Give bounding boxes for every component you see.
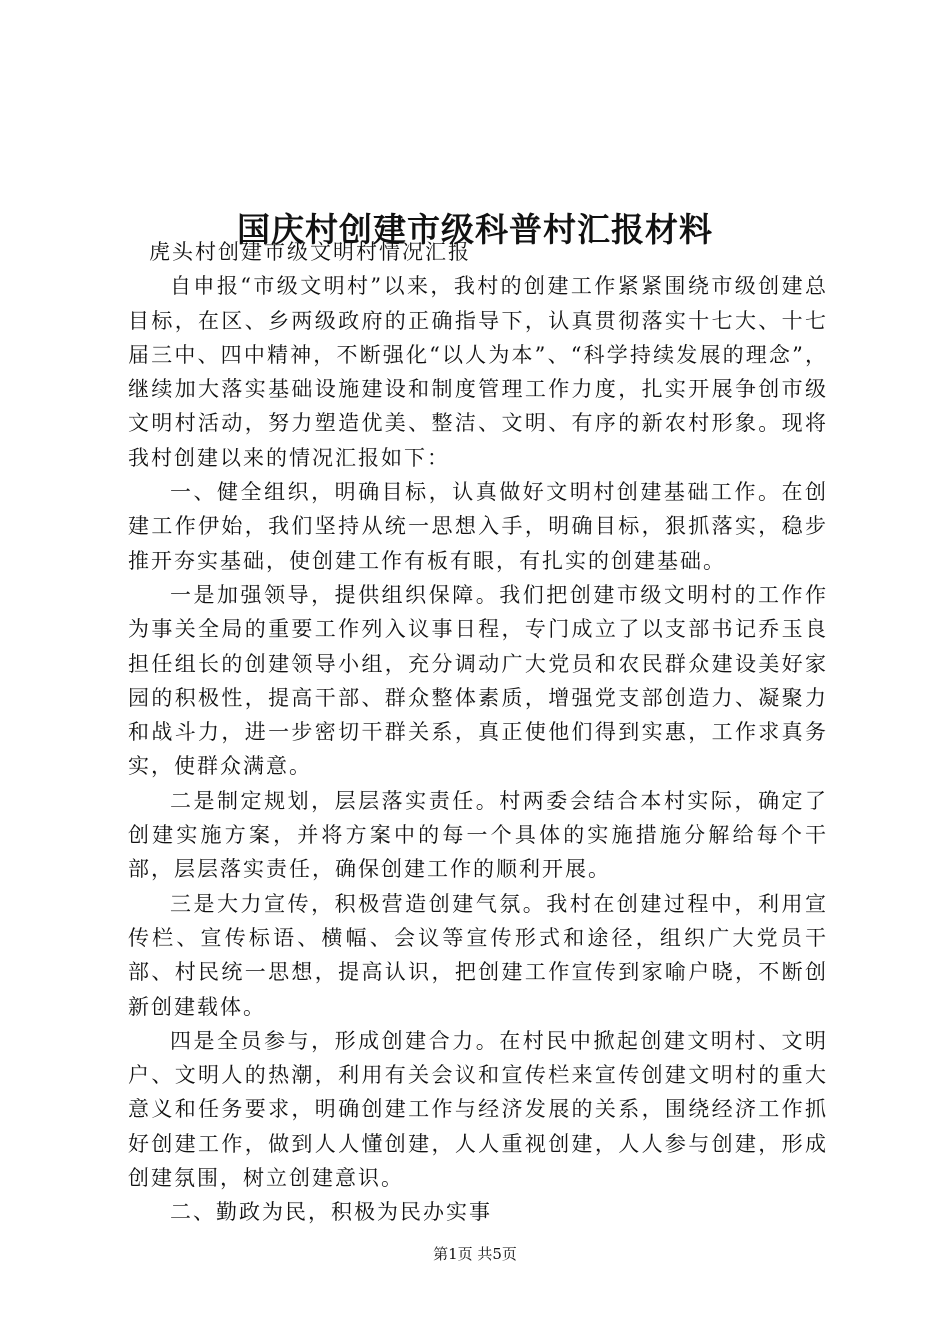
document-subtitle: 虎头村创建市级文明村情况汇报 [149, 240, 471, 264]
paragraph-planning: 二是制定规划，层层落实责任。村两委会结合本村实际，确定了创建实施方案，并将方案中的每一个具体的实施措施分解给每个干部，层层落实责任，确保创建工作的顺利开展。 [128, 788, 828, 882]
document-body [128, 235, 828, 1230]
paragraph-section-one: 一、健全组织，明确目标，认真做好文明村创建基础工作。在创建工作伊始，我们坚持从统一思想入手，明确目标，狠抓落实，稳步推开夯实基础，使创建工作有板有眼，有扎实的创建基础。 [128, 480, 828, 573]
document-title: 国庆村创建市级科普村汇报材料 [237, 210, 713, 250]
paragraph-intro: 自申报“市级文明村”以来，我村的创建工作紧紧围绕市级创建总目标，在区、乡两级政府的正确指导下，认真贯彻落实十七大、十七届三中、四中精神，不断强化“以人为本”、“科学持续发展的理念”，继续加大落实基础设施建设和制度管理工作力度，扎实开展争创市级文明村活动，努力塑造优美、整洁、文明、有序的新农村形象。现将我村创建以来的情况汇报如下： [128, 274, 828, 470]
paragraph-leadership: 一是加强领导，提供组织保障。我们把创建市级文明村的工作作为事关全局的重要工作列入议事日程，专门成立了以支部书记乔玉良担任组长的创建领导小组，充分调动广大党员和农民群众建设美好家园的积极性，提高干部、群众整体素质，增强党支部创造力、凝聚力和战斗力，进一步密切干群关系，真正使他们得到实惠，工作求真务实，使群众满意。 [128, 582, 828, 779]
paragraph-publicity: 三是大力宣传，积极营造创建气氛。我村在创建过程中，利用宣传栏、宣传标语、横幅、会议等宣传形式和途径，组织广大党员干部、村民统一思想，提高认识，把创建工作宣传到家喻户晓，不断创新创建载体。 [128, 891, 828, 1019]
page-footer: 第1页 共5页 [433, 1245, 517, 1263]
paragraph-participation: 四是全员参与，形成创建合力。在村民中掀起创建文明村、文明户、文明人的热潮，利用有关会议和宣传栏来宣传创建文明村的重大意义和任务要求，明确创建工作与经济发展的关系，围绕经济工作抓好创建工作，做到人人懂创建，人人重视创建，人人参与创建，形成创建氛围，树立创建意识。 [128, 1028, 828, 1191]
paragraph-section-two: 二、勤政为民，积极为民办实事 [170, 1200, 492, 1225]
